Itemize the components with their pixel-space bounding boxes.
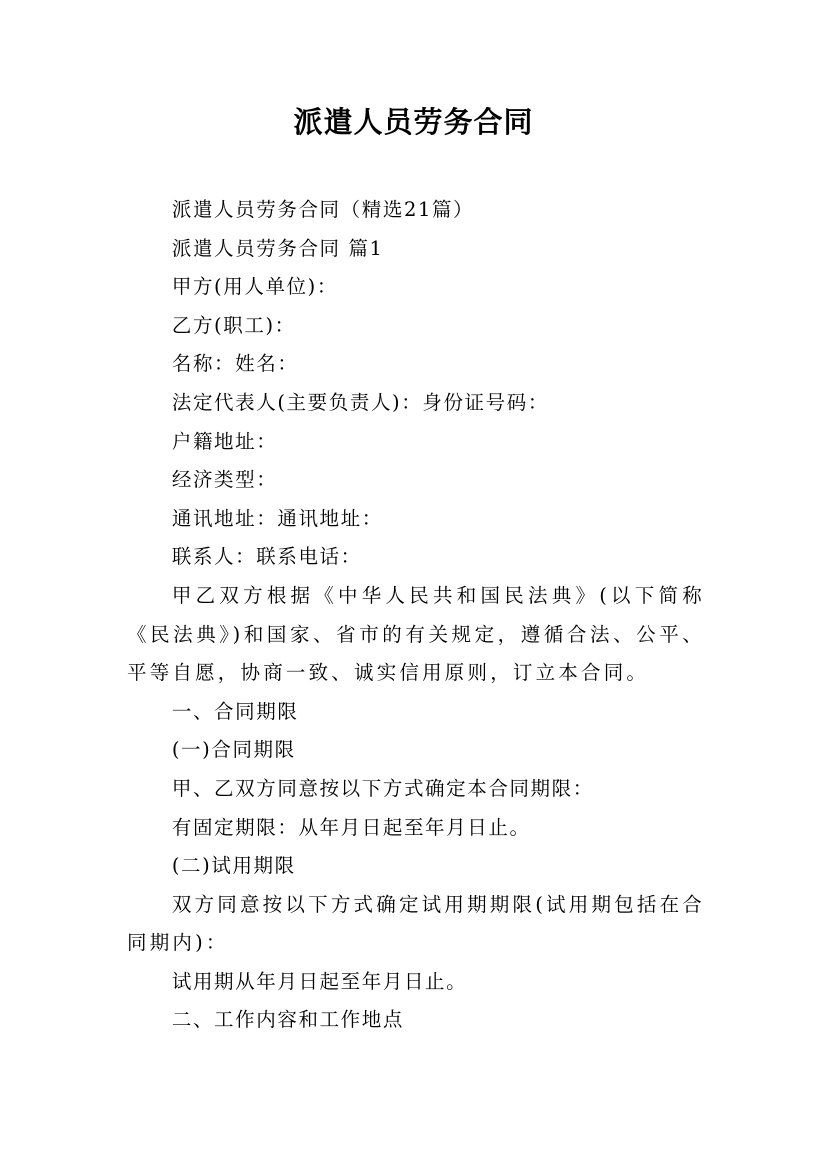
paragraph-subtitle: 派遣人员劳务合同（精选21篇） [171,198,475,221]
paragraph-work-heading: 二、工作内容和工作地点 [171,1008,404,1032]
paragraph-name: 名称：姓名： [171,352,299,376]
paragraph-preamble: 甲乙双方根据《中华人民共和国民法典》(以下简称《民法典》)和国家、省市的有关规定，遵循合法、公平、平等自愿，协商一致、诚实信用原则，订立本合同。 [127,583,705,685]
paragraph-term-agreement: 甲、乙双方同意按以下方式确定本合同期限： [171,776,594,800]
document-body [127,191,705,1040]
paragraph-legal-rep: 法定代表人(主要负责人)：身份证号码： [171,390,549,414]
paragraph-party-a: 甲方(用人单位)： [171,275,338,299]
paragraph-economic-type: 经济类型： [171,468,278,492]
paragraph-probation-heading: (二)试用期限 [171,854,296,878]
paragraph-probation-period: 试用期从年月日起至年月日止。 [171,969,468,993]
paragraph-mailing-address: 通讯地址：通讯地址： [171,506,383,530]
paragraph-fixed-term: 有固定期限：从年月日起至年月日止。 [171,815,531,839]
paragraph-household-address: 户籍地址： [171,429,278,453]
document-title: 派遣人员劳务合同 [293,105,534,139]
paragraph-section-heading: 派遣人员劳务合同 篇1 [171,236,384,260]
paragraph-probation-agreement: 双方同意按以下方式确定试用期期限(试用期包括在合同期内)： [127,892,705,955]
paragraph-party-b: 乙方(职工)： [171,313,296,337]
paragraph-term-heading: 一、合同期限 [171,699,299,723]
paragraph-contract-term: (一)合同期限 [171,738,296,762]
paragraph-contact: 联系人：联系电话： [171,545,362,569]
